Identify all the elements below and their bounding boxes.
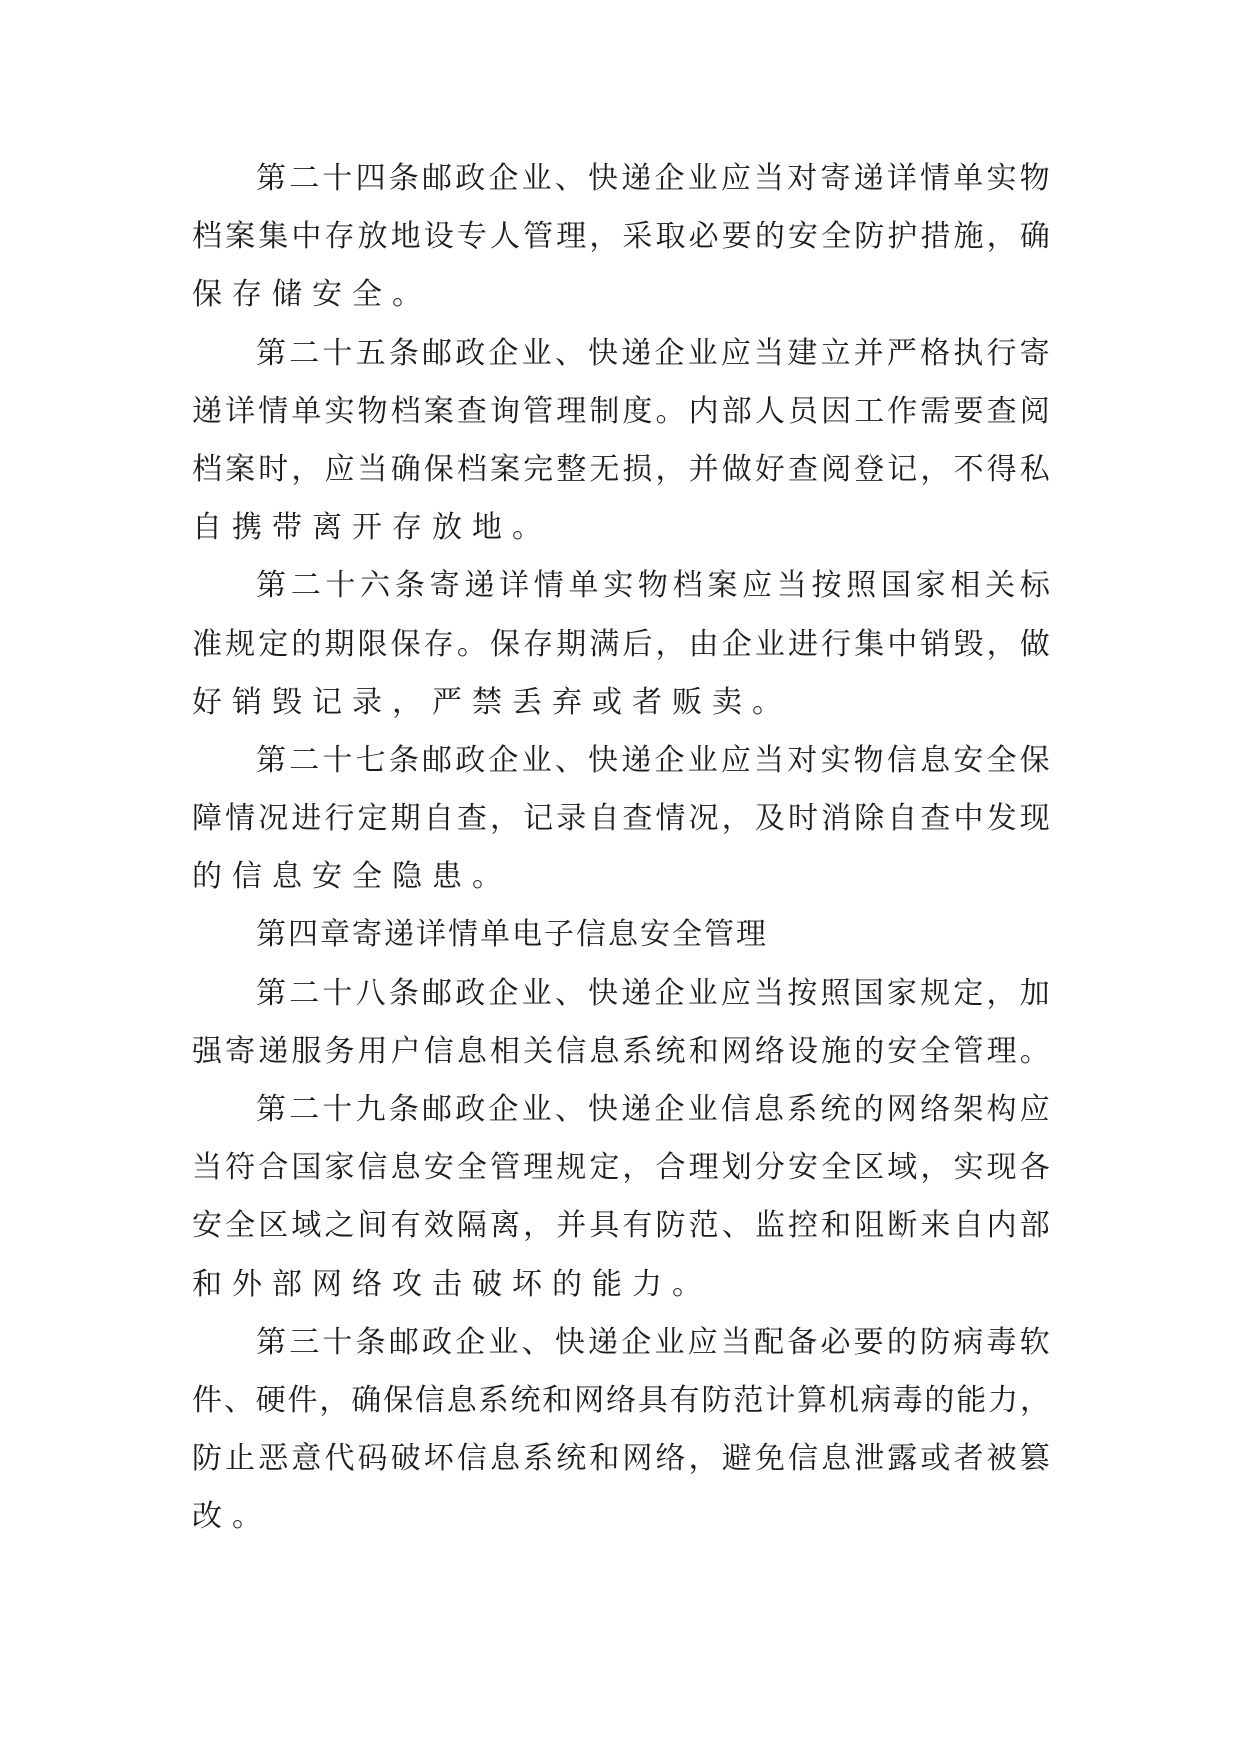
paragraph-line: 准 规 定 的 期 限 保 存 。 保 存 期 满 后 ， 由 企 业 进 行 集 中 销 毁 ， 做 (192, 626, 1050, 662)
paragraph-line: 第 二 十 九 条 邮 政 企 业 、 快 递 企 业 信 息 系 统 的 网 络 架 构 应 (256, 1092, 1050, 1127)
paragraph-line: 和外部网络攻击破坏的能力。 (192, 1266, 712, 1302)
paragraph-line: 的信息安全隐患。 (192, 859, 512, 895)
paragraph-line: 件 、 硬 件 ， 确 保 信 息 系 统 和 网 络 具 有 防 范 计 算 机 病 毒 的 能 力 ， (192, 1382, 1050, 1418)
paragraph-line: 防 止 恶 意 代 码 破 坏 信 息 系 统 和 网 络 ， 避 免 信 息 泄 露 或 者 被 篡 (192, 1441, 1050, 1477)
paragraph-line: 强 寄 递 服 务 用 户 信 息 相 关 信 息 系 统 和 网 络 设 施 的 安 全 管 理 。 (192, 1033, 1050, 1069)
document-body (192, 150, 1050, 1547)
paragraph-line: 档 案 时 ， 应 当 确 保 档 案 完 整 无 损 ， 并 做 好 查 阅 登 记 ， 不 得 私 (192, 451, 1050, 487)
paragraph-line: 递 详 情 单 实 物 档 案 查 询 管 理 制 度 。 内 部 人 员 因 工 作 需 要 查 阅 (192, 393, 1050, 429)
paragraph-line: 第 二 十 六 条 寄 递 详 情 单 实 物 档 案 应 当 按 照 国 家 相 关 标 (256, 568, 1050, 604)
paragraph-line: 第 三 十 条 邮 政 企 业 、 快 递 企 业 应 当 配 备 必 要 的 防 病 毒 软 (256, 1324, 1050, 1360)
paragraph-line: 改。 (192, 1499, 272, 1535)
paragraph-line: 障 情 况 进 行 定 期 自 查 ， 记 录 自 查 情 况 ， 及 时 消 除 自 查 中 发 现 (192, 801, 1050, 837)
paragraph-line: 当 符 合 国 家 信 息 安 全 管 理 规 定 ， 合 理 划 分 安 全 区 域 ， 实 现 各 (192, 1150, 1050, 1186)
paragraph-line: 第 二 十 八 条 邮 政 企 业 、 快 递 企 业 应 当 按 照 国 家 规 定 ， 加 (256, 975, 1050, 1011)
paragraph-line: 自携带离开存放地。 (192, 510, 552, 546)
paragraph-line: 好销毁记录，严禁丢弃或者贩卖。 (192, 684, 792, 720)
paragraph-line: 安 全 区 域 之 间 有 效 隔 离 ， 并 具 有 防 范 、 监 控 和 阻 断 来 自 内 部 (192, 1208, 1050, 1244)
paragraph-line: 档 案 集 中 存 放 地 设 专 人 管 理 ， 采 取 必 要 的 安 全 防 护 措 施 ， 确 (192, 219, 1050, 255)
chapter-heading: 第四章寄递详情单电子信息安全管理 (256, 917, 768, 953)
paragraph-line: 保存储安全。 (192, 277, 432, 313)
paragraph-line: 第 二 十 四 条 邮 政 企 业 、 快 递 企 业 应 当 对 寄 递 详 情 单 实 物 (256, 161, 1050, 196)
paragraph-line: 第 二 十 七 条 邮 政 企 业 、 快 递 企 业 应 当 对 实 物 信 息 安 全 保 (256, 742, 1050, 778)
paragraph-line: 第 二 十 五 条 邮 政 企 业 、 快 递 企 业 应 当 建 立 并 严 格 执 行 寄 (256, 335, 1050, 371)
